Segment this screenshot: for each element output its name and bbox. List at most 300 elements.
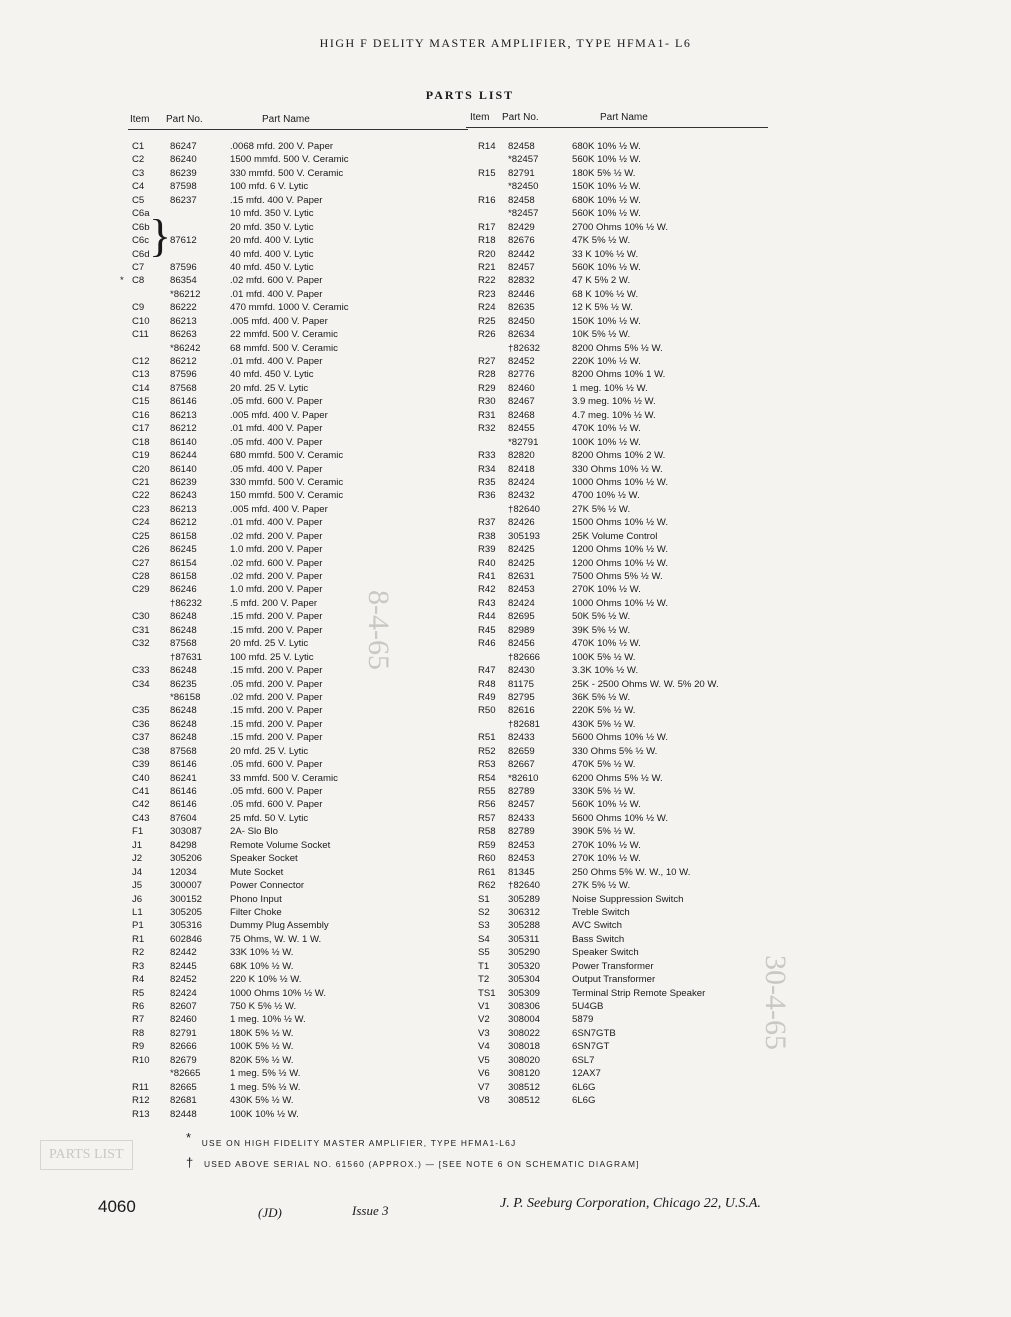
part-no-cell: 300007 (170, 880, 203, 892)
part-no-cell: 305316 (170, 920, 203, 932)
item-cell: C9 (132, 302, 145, 314)
part-name-cell: 10 mfd. 350 V. Lytic (230, 208, 314, 220)
part-name-cell: .02 mfd. 200 V. Paper (230, 691, 323, 703)
part-name-cell: 20 mfd. 350 V. Lytic (230, 221, 314, 233)
item-cell: R57 (478, 812, 496, 824)
part-no-cell: 86240 (170, 154, 197, 166)
table-row (470, 516, 770, 529)
part-no-cell: 81175 (508, 678, 534, 690)
table-row (470, 987, 770, 1000)
part-name-cell: 180K 5% ½ W. (230, 1027, 294, 1039)
part-no-cell: 82666 (170, 1041, 197, 1053)
part-name-cell: 8200 Ohms 5% ½ W. (572, 342, 663, 354)
part-name-cell: 470K 10% ½ W. (572, 423, 641, 435)
part-name-cell: 33K 10% ½ W. (230, 947, 294, 959)
part-name-cell: 12 K 5% ½ W. (572, 302, 633, 314)
table-row (470, 691, 770, 704)
table-row (470, 893, 770, 906)
part-no-cell: 82458 (508, 141, 535, 152)
part-name-cell: 6SN7GTB (572, 1027, 616, 1039)
part-name-cell: .01 mfd. 400 V. Paper (230, 288, 323, 300)
table-row (128, 973, 468, 986)
table-row (470, 1067, 770, 1080)
table-row (470, 825, 770, 838)
part-name-cell: 1.0 mfd. 200 V. Paper (230, 544, 323, 556)
part-name-cell: Terminal Strip Remote Speaker (572, 987, 706, 999)
table-row (470, 180, 770, 193)
part-no-cell: †82666 (508, 651, 541, 663)
part-name-cell: 33 K 10% ½ W. (572, 248, 639, 260)
page-title: HIGH F DELITY MASTER AMPLIFIER, TYPE HFMA1- L6 (319, 36, 692, 50)
part-no-cell: 82433 (508, 732, 535, 744)
header-item: Item (130, 114, 150, 125)
part-no-cell: 308020 (508, 1054, 541, 1066)
part-no-cell: 305304 (508, 974, 541, 986)
part-no-cell: *86242 (170, 342, 201, 354)
part-name-cell: 1000 Ohms 10% ½ W. (572, 476, 668, 488)
part-name-cell: 220K 10% ½ W. (572, 356, 641, 367)
item-cell: C28 (132, 571, 150, 582)
item-cell: R28 (478, 369, 496, 381)
part-name-cell: 390K 5% ½ W. (572, 826, 636, 838)
part-no-cell: *82610 (508, 772, 539, 784)
item-cell: R41 (478, 571, 496, 582)
item-cell: C24 (132, 517, 150, 529)
item-cell: R36 (478, 490, 496, 502)
part-no-cell: 87598 (170, 181, 197, 193)
part-name-cell: .05 mfd. 400 V. Paper (230, 463, 323, 475)
table-row (128, 987, 468, 1000)
part-no-cell: 82418 (508, 463, 535, 475)
table-row (128, 355, 468, 368)
table-row (470, 382, 770, 395)
part-name-cell: .005 mfd. 400 V. Paper (230, 503, 328, 515)
part-no-cell: 305193 (508, 530, 541, 542)
part-name-cell: 3.9 meg. 10% ½ W. (572, 396, 656, 408)
part-no-cell: 82695 (508, 611, 535, 623)
table-row (128, 946, 468, 959)
part-no-cell: 82455 (508, 423, 535, 435)
part-name-cell: 22 mmfd. 500 V. Ceramic (230, 329, 338, 341)
part-name-cell: Bass Switch (572, 933, 625, 945)
table-row (128, 879, 468, 892)
part-no-cell: 86235 (170, 678, 197, 690)
part-name-cell: 150K 10% ½ W. (572, 181, 641, 193)
part-no-cell: 87596 (170, 261, 197, 273)
table-row (470, 436, 770, 449)
item-cell: C32 (132, 638, 150, 650)
part-no-cell: 87604 (170, 812, 197, 824)
table-row (128, 194, 468, 207)
part-name-cell: 180K 5% ½ W. (572, 167, 636, 179)
part-no-cell: 305320 (508, 960, 541, 972)
item-cell: R20 (478, 248, 496, 260)
table-row (470, 167, 770, 180)
table-row (128, 140, 468, 153)
part-no-cell: 86245 (170, 544, 197, 556)
item-cell: R40 (478, 557, 496, 569)
part-no-cell: 86140 (170, 436, 197, 448)
table-row (128, 1094, 468, 1107)
part-name-cell: 560K 10% ½ W. (572, 208, 641, 220)
item-cell: R21 (478, 261, 496, 273)
part-name-cell: 40 mfd. 450 V. Lytic (230, 261, 314, 273)
table-row (470, 489, 770, 502)
part-name-cell: Power Connector (230, 880, 305, 892)
table-row (128, 382, 468, 395)
item-cell: R62 (478, 880, 496, 892)
item-cell: R24 (478, 302, 496, 314)
table-row (128, 1081, 468, 1094)
table-row (470, 745, 770, 758)
part-no-cell: *82457 (508, 208, 539, 220)
part-name-cell: Dummy Plug Assembly (230, 920, 329, 932)
item-cell: R38 (478, 530, 496, 542)
part-name-cell: 270K 10% ½ W. (572, 839, 641, 851)
table-row (470, 597, 770, 610)
part-no-cell: 86154 (170, 557, 197, 569)
table-row (470, 919, 770, 932)
part-name-cell: 560K 10% ½ W. (572, 261, 641, 273)
table-row (128, 315, 468, 328)
table-row (470, 879, 770, 892)
part-no-cell: 86212 (170, 423, 197, 435)
part-no-cell: 86146 (170, 396, 197, 408)
part-no-cell: 86239 (170, 167, 197, 179)
part-no-cell: 82635 (508, 302, 535, 314)
part-no-cell: 82442 (170, 947, 197, 959)
table-row (128, 395, 468, 408)
table-row (128, 772, 468, 785)
part-no-cell: 82665 (170, 1081, 197, 1093)
part-name-cell: .02 mfd. 600 V. Paper (230, 275, 323, 287)
table-row (128, 557, 468, 570)
part-no-cell: 82429 (508, 221, 535, 233)
item-cell: R32 (478, 423, 496, 435)
part-name-cell: 250 Ohms 5% W. W., 10 W. (572, 866, 691, 878)
part-name-cell: 2A- Slo Blo (230, 826, 278, 838)
part-no-cell: †82640 (508, 503, 541, 515)
item-cell: S1 (478, 893, 490, 905)
part-name-cell: .05 mfd. 600 V. Paper (230, 786, 323, 797)
table-row (470, 153, 770, 166)
item-cell: R23 (478, 288, 496, 300)
header-part-name: Part Name (262, 114, 310, 125)
item-cell: R16 (478, 194, 496, 206)
part-name-cell: 150K 10% ½ W. (572, 315, 641, 327)
table-row (128, 610, 468, 623)
part-name-cell: 680K 10% ½ W. (572, 141, 641, 152)
table-row (128, 422, 468, 435)
item-cell: J5 (132, 880, 143, 892)
part-name-cell: 680K 10% ½ W. (572, 194, 641, 206)
part-no-cell: 86248 (170, 611, 197, 623)
part-no-cell: 86248 (170, 732, 197, 744)
part-name-cell: 1 meg. 10% ½ W. (230, 1014, 306, 1026)
table-row (128, 234, 468, 247)
bleed-through-mark-left: 8-4-65 (362, 590, 395, 670)
table-row (128, 1013, 468, 1026)
table-row (128, 543, 468, 556)
table-row (128, 960, 468, 973)
item-cell: R53 (478, 759, 496, 771)
table-row (470, 1027, 770, 1040)
item-cell: R2 (132, 947, 145, 959)
table-row (470, 664, 770, 677)
part-name-cell: 40 mfd. 450 V. Lytic (230, 369, 314, 381)
table-row (470, 342, 770, 355)
item-cell: C13 (132, 369, 150, 381)
part-name-cell: AVC Switch (572, 920, 622, 932)
item-cell: R51 (478, 732, 496, 744)
table-row (470, 839, 770, 852)
part-no-cell: *86212 (170, 288, 201, 300)
part-name-cell: 39K 5% ½ W. (572, 624, 631, 636)
table-row (470, 906, 770, 919)
part-name-cell: 6SL7 (572, 1054, 595, 1066)
item-cell: C30 (132, 611, 150, 623)
item-cell: R52 (478, 745, 496, 757)
part-no-cell: 305290 (508, 947, 541, 959)
part-name-cell: Remote Volume Socket (230, 839, 331, 851)
table-row (470, 973, 770, 986)
item-cell: R3 (132, 960, 145, 972)
part-no-cell: †82681 (508, 718, 541, 730)
part-no-cell: 306312 (508, 906, 541, 918)
part-name-cell: .15 mfd. 200 V. Paper (230, 732, 323, 744)
footer-code: (JD) (258, 1205, 282, 1220)
part-name-cell: Output Transformer (572, 974, 656, 986)
part-no-cell: 82789 (508, 786, 535, 797)
table-row (128, 839, 468, 852)
item-cell: C41 (132, 786, 150, 797)
table-row (470, 570, 770, 583)
part-name-cell: .0068 mfd. 200 V. Paper (230, 141, 334, 152)
table-row (128, 852, 468, 865)
part-name-cell: 27K 5% ½ W. (572, 880, 631, 892)
part-name-cell: 7500 Ohms 5% ½ W. (572, 571, 663, 582)
part-name-cell: 20 mfd. 400 V. Lytic (230, 235, 314, 247)
table-row (128, 436, 468, 449)
table-row (470, 503, 770, 516)
footer-issue: Issue 3 (352, 1203, 389, 1218)
table-row (128, 731, 468, 744)
item-cell: R18 (478, 235, 496, 247)
table-row (128, 449, 468, 462)
part-name-cell: .05 mfd. 600 V. Paper (230, 799, 323, 811)
table-row (470, 288, 770, 301)
table-row (470, 704, 770, 717)
table-row (470, 530, 770, 543)
item-cell: R10 (132, 1054, 150, 1066)
part-no-cell: 82989 (508, 624, 535, 636)
part-name-cell: 20 mfd. 25 V. Lytic (230, 638, 309, 650)
part-name-cell: 40 mfd. 400 V. Lytic (230, 248, 314, 260)
part-name-cell: 6200 Ohms 5% ½ W. (572, 772, 663, 784)
item-cell: C23 (132, 503, 150, 515)
item-cell: R22 (478, 275, 496, 287)
part-name-cell: 470K 5% ½ W. (572, 759, 636, 771)
part-name-cell: 560K 10% ½ W. (572, 799, 641, 811)
item-cell: V6 (478, 1068, 490, 1080)
part-no-cell: 82425 (508, 544, 535, 556)
part-no-cell: 82676 (508, 235, 535, 247)
part-no-cell: 82457 (508, 261, 535, 273)
table-row (470, 1013, 770, 1026)
part-name-cell: 25 mfd. 50 V. Lytic (230, 812, 309, 824)
table-row (470, 583, 770, 596)
header-part-no: Part No. (502, 112, 539, 123)
part-name-cell: 750 K 5% ½ W. (230, 1001, 297, 1012)
part-no-cell: 12034 (170, 866, 197, 878)
table-row (470, 328, 770, 341)
part-name-cell: 50K 5% ½ W. (572, 611, 631, 623)
item-cell: R13 (132, 1108, 150, 1120)
item-cell: S2 (478, 906, 490, 918)
part-name-cell: 33 mmfd. 500 V. Ceramic (230, 772, 338, 784)
part-name-cell: 330 Ohms 10% ½ W. (572, 463, 663, 475)
part-name-cell: Treble Switch (572, 906, 630, 918)
table-row (128, 489, 468, 502)
part-no-cell: 86213 (170, 315, 197, 327)
table-row (470, 731, 770, 744)
part-name-cell: 8200 Ohms 10% 2 W. (572, 450, 666, 462)
part-name-cell: 1.0 mfd. 200 V. Paper (230, 584, 323, 596)
part-name-cell: .15 mfd. 200 V. Paper (230, 665, 323, 677)
note-dagger (186, 1155, 640, 1170)
note-star (186, 1130, 517, 1149)
item-cell: R6 (132, 1001, 145, 1012)
item-cell: C1 (132, 141, 145, 152)
item-cell: R12 (132, 1095, 150, 1107)
part-name-cell: 1500 mmfd. 500 V. Ceramic (230, 154, 349, 166)
part-no-cell: 86146 (170, 759, 197, 771)
table-row (470, 476, 770, 489)
part-no-cell: 82424 (508, 597, 535, 609)
item-cell: J6 (132, 893, 143, 905)
item-cell: R50 (478, 705, 496, 717)
table-row (470, 274, 770, 287)
part-name-cell: 100 mfd. 25 V. Lytic (230, 651, 314, 663)
part-no-cell: 87596 (170, 369, 197, 381)
table-row (470, 221, 770, 234)
item-cell: C25 (132, 530, 150, 542)
parts-list-title: PARTS LIST (425, 88, 515, 102)
part-name-cell: 75 Ohms, W. W. 1 W. (230, 933, 322, 945)
part-no-cell: 82791 (170, 1027, 197, 1039)
part-name-cell: 560K 10% ½ W. (572, 154, 641, 166)
part-no-cell: 82424 (170, 987, 197, 999)
part-name-cell: 6SN7GT (572, 1041, 610, 1053)
part-name-cell: Speaker Socket (230, 853, 298, 865)
item-cell: C6a (132, 208, 150, 220)
item-cell: R55 (478, 786, 496, 797)
part-name-cell: 4.7 meg. 10% ½ W. (572, 409, 656, 421)
table-row (470, 960, 770, 973)
item-cell: J4 (132, 866, 143, 878)
part-name-cell: 270K 10% ½ W. (572, 853, 641, 865)
part-name-cell: 1 meg. 5% ½ W. (230, 1081, 301, 1093)
part-name-cell: 8200 Ohms 10% 1 W. (572, 369, 666, 381)
item-cell: C18 (132, 436, 150, 448)
table-row (128, 597, 468, 610)
part-no-cell: 82681 (170, 1095, 197, 1107)
item-cell: R43 (478, 597, 496, 609)
part-no-cell: 82776 (508, 369, 535, 381)
item-cell: C38 (132, 745, 150, 757)
item-cell: R11 (132, 1081, 149, 1093)
part-no-cell: 87612 (170, 235, 197, 247)
item-cell: C7 (132, 261, 145, 273)
part-no-cell: †86232 (170, 597, 203, 609)
item-cell: R42 (478, 584, 496, 596)
item-cell: R37 (478, 517, 496, 529)
table-row (470, 395, 770, 408)
item-cell: T1 (478, 960, 490, 972)
item-cell: C2 (132, 154, 145, 166)
part-name-cell: 5879 (572, 1014, 594, 1026)
item-cell: C33 (132, 665, 150, 677)
part-no-cell: *82450 (508, 181, 539, 193)
item-cell: S5 (478, 947, 490, 959)
item-cell: R60 (478, 853, 496, 865)
item-cell: C6d (132, 248, 150, 260)
table-row (128, 463, 468, 476)
part-no-cell: 82453 (508, 584, 535, 596)
item-cell: R17 (478, 221, 496, 233)
part-no-cell: 82442 (508, 248, 535, 260)
item-cell: C6b (132, 221, 150, 233)
part-name-cell: 25K - 2500 Ohms W. W. 5% 20 W. (572, 678, 719, 690)
part-no-cell: 305311 (508, 933, 540, 945)
part-name-cell: .02 mfd. 200 V. Paper (230, 571, 323, 582)
table-row (128, 167, 468, 180)
part-name-cell: .02 mfd. 200 V. Paper (230, 530, 323, 542)
part-name-cell: 820K 5% ½ W. (230, 1054, 294, 1066)
table-row (128, 409, 468, 422)
header-part-name: Part Name (600, 112, 648, 123)
item-cell: V8 (478, 1095, 490, 1107)
part-no-cell: 308004 (508, 1014, 541, 1026)
part-no-cell: *82457 (508, 154, 539, 166)
item-cell: C3 (132, 167, 145, 179)
part-name-cell: .15 mfd. 200 V. Paper (230, 611, 323, 623)
part-no-cell: 86158 (170, 530, 197, 542)
part-no-cell: 82457 (508, 799, 535, 811)
part-name-cell: .02 mfd. 600 V. Paper (230, 557, 323, 569)
part-name-cell: 270K 10% ½ W. (572, 584, 641, 596)
table-row (470, 543, 770, 556)
table-row (128, 745, 468, 758)
part-no-cell: 602846 (170, 933, 203, 945)
part-no-cell: 82460 (508, 382, 535, 394)
part-name-cell: Noise Suppression Switch (572, 893, 684, 905)
part-no-cell: 82430 (508, 665, 535, 677)
part-no-cell: 305205 (170, 906, 203, 918)
part-name-cell: 330K 5% ½ W. (572, 786, 636, 797)
part-name-cell: .05 mfd. 400 V. Paper (230, 436, 323, 448)
item-cell: C17 (132, 423, 150, 435)
table-row (470, 718, 770, 731)
table-row (470, 1081, 770, 1094)
part-no-cell: 82453 (508, 853, 535, 865)
part-no-cell: 82607 (170, 1001, 197, 1012)
part-no-cell: 86248 (170, 665, 197, 677)
item-cell: R33 (478, 450, 496, 462)
part-no-cell: 82446 (508, 288, 535, 300)
table-row (128, 1000, 468, 1013)
item-cell: C42 (132, 799, 150, 811)
